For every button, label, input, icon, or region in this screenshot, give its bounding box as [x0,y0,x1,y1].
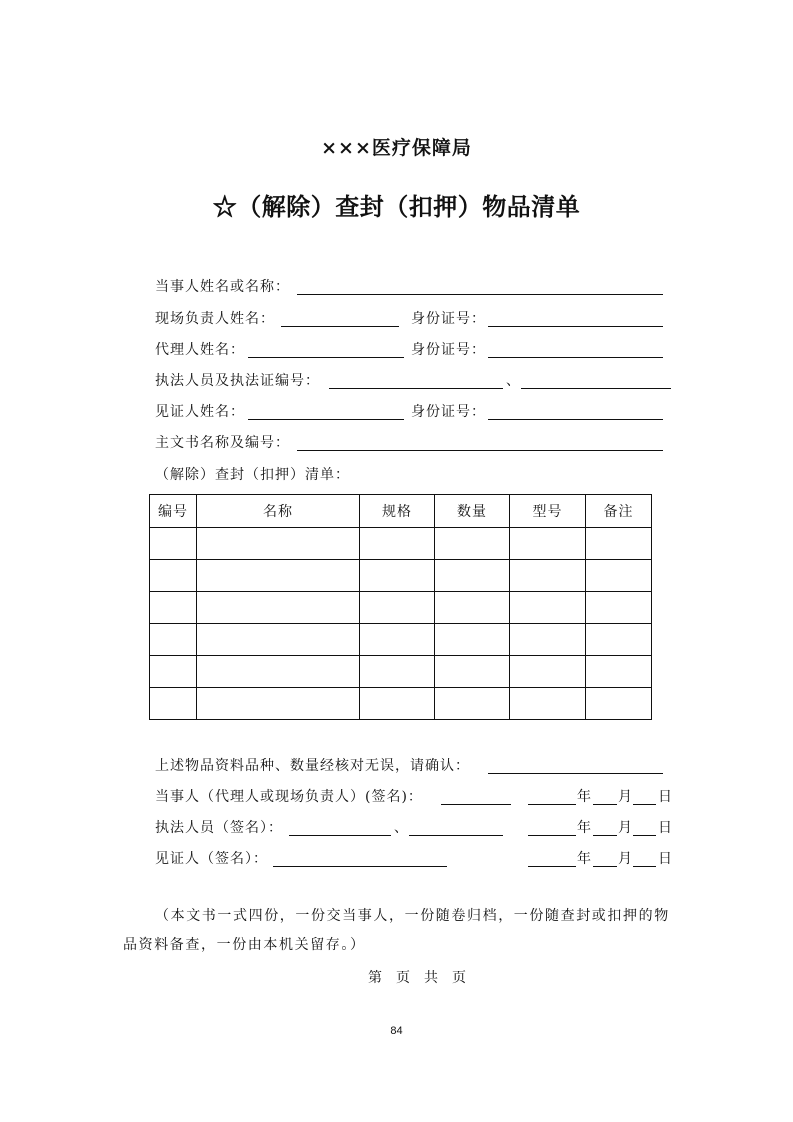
header-remarks: 备注 [586,495,652,528]
witness-id-field[interactable] [488,402,663,420]
cell-model[interactable] [510,688,586,720]
cell-spec[interactable] [360,656,435,688]
party-name-field[interactable] [297,277,663,295]
cell-name[interactable] [197,592,360,624]
page-count: 第 页 共 页 [368,970,466,986]
items-table [149,494,652,720]
confirmation-field[interactable] [488,756,663,774]
table-header-row [150,495,652,528]
cell-quantity[interactable] [435,688,510,720]
document-title: ☆（解除）查封（扣押）物品清单 [212,192,581,221]
agency-name: ×××医疗保障局 [321,137,472,159]
agent-name-field[interactable] [248,340,404,358]
cell-number[interactable] [150,688,197,720]
copies-note-line-2: 品资料备查，一份由本机关留存。） [123,937,366,953]
cell-remarks[interactable] [586,528,652,560]
agent-id-field[interactable] [488,340,663,358]
officer-day-label: 日 [658,820,673,836]
cell-quantity[interactable] [435,656,510,688]
cell-number[interactable] [150,592,197,624]
cell-spec[interactable] [360,688,435,720]
cell-spec[interactable] [360,592,435,624]
list-heading: （解除）查封（扣押）清单： [155,467,350,483]
table-row [150,624,652,656]
main-document-field[interactable] [297,433,663,451]
witness-day-label: 日 [658,851,673,867]
officer-day-field[interactable] [633,818,656,836]
party-year-label: 年 [577,789,592,805]
header-quantity: 数量 [435,495,510,528]
officer-month-label: 月 [618,820,633,836]
cell-remarks[interactable] [586,688,652,720]
officer-year-field[interactable] [528,818,576,836]
party-month-field[interactable] [593,787,617,805]
cell-remarks[interactable] [586,560,652,592]
witness-day-field[interactable] [633,849,656,867]
table-row [150,560,652,592]
cell-remarks[interactable] [586,592,652,624]
witness-name-label: 见证人姓名： [155,404,245,420]
witness-year-field[interactable] [528,849,576,867]
copies-note-line-1: （本文书一式四份，一份交当事人，一份随卷归档，一份随查封或扣押的物 [155,908,670,924]
witness-year-label: 年 [577,851,592,867]
officer-signature-label: 执法人员（签名）： [155,820,283,836]
cell-name[interactable] [197,560,360,592]
officer-1-field[interactable] [329,371,503,389]
header-number: 编号 [150,495,197,528]
cell-model[interactable] [510,560,586,592]
officer-2-field[interactable] [521,371,671,389]
cell-number[interactable] [150,528,197,560]
witness-month-label: 月 [618,851,633,867]
cell-name[interactable] [197,688,360,720]
cell-number[interactable] [150,624,197,656]
main-document-label: 主文书名称及编号： [155,435,290,451]
agent-id-label: 身份证号： [411,342,486,358]
header-spec: 规格 [360,495,435,528]
cell-spec[interactable] [360,560,435,592]
cell-model[interactable] [510,592,586,624]
cell-model[interactable] [510,656,586,688]
header-name: 名称 [197,495,360,528]
witness-name-field[interactable] [248,402,404,420]
officers-label: 执法人员及执法证编号： [155,373,320,389]
cell-quantity[interactable] [435,592,510,624]
cell-quantity[interactable] [435,560,510,592]
cell-name[interactable] [197,528,360,560]
witness-signature-label: 见证人（签名）： [155,851,268,867]
cell-spec[interactable] [360,528,435,560]
officers-separator: 、 [506,373,521,389]
confirmation-statement: 上述物品资料品种、数量经核对无误，请确认： [155,758,470,774]
table-body [150,528,652,720]
officer-month-field[interactable] [593,818,617,836]
cell-number[interactable] [150,560,197,592]
officer-signature-1-field[interactable] [289,818,391,836]
site-manager-name-field[interactable] [281,309,399,327]
page-number: 84 [390,1025,403,1037]
cell-number[interactable] [150,656,197,688]
cell-remarks[interactable] [586,624,652,656]
party-signature-field[interactable] [441,787,511,805]
cell-quantity[interactable] [435,528,510,560]
officer-year-label: 年 [577,820,592,836]
witness-id-label: 身份证号： [411,404,486,420]
cell-remarks[interactable] [586,656,652,688]
table-row [150,592,652,624]
agent-name-label: 代理人姓名： [155,342,245,358]
site-manager-name-label: 现场负责人姓名： [155,311,275,327]
officer-signature-separator: 、 [394,820,409,836]
party-year-field[interactable] [528,787,576,805]
table-row [150,656,652,688]
cell-name[interactable] [197,656,360,688]
table-row [150,528,652,560]
party-day-field[interactable] [633,787,656,805]
cell-quantity[interactable] [435,624,510,656]
header-model: 型号 [510,495,586,528]
officer-signature-2-field[interactable] [409,818,503,836]
party-name-label: 当事人姓名或名称： [155,279,290,295]
site-manager-id-label: 身份证号： [411,311,486,327]
cell-spec[interactable] [360,624,435,656]
site-manager-id-field[interactable] [488,309,663,327]
cell-model[interactable] [510,624,586,656]
witness-month-field[interactable] [593,849,617,867]
cell-name[interactable] [197,624,360,656]
party-day-label: 日 [658,789,673,805]
party-month-label: 月 [618,789,633,805]
witness-signature-field[interactable] [273,849,447,867]
cell-model[interactable] [510,528,586,560]
party-signature-label: 当事人（代理人或现场负责人）(签名)： [155,789,423,805]
table-row [150,688,652,720]
